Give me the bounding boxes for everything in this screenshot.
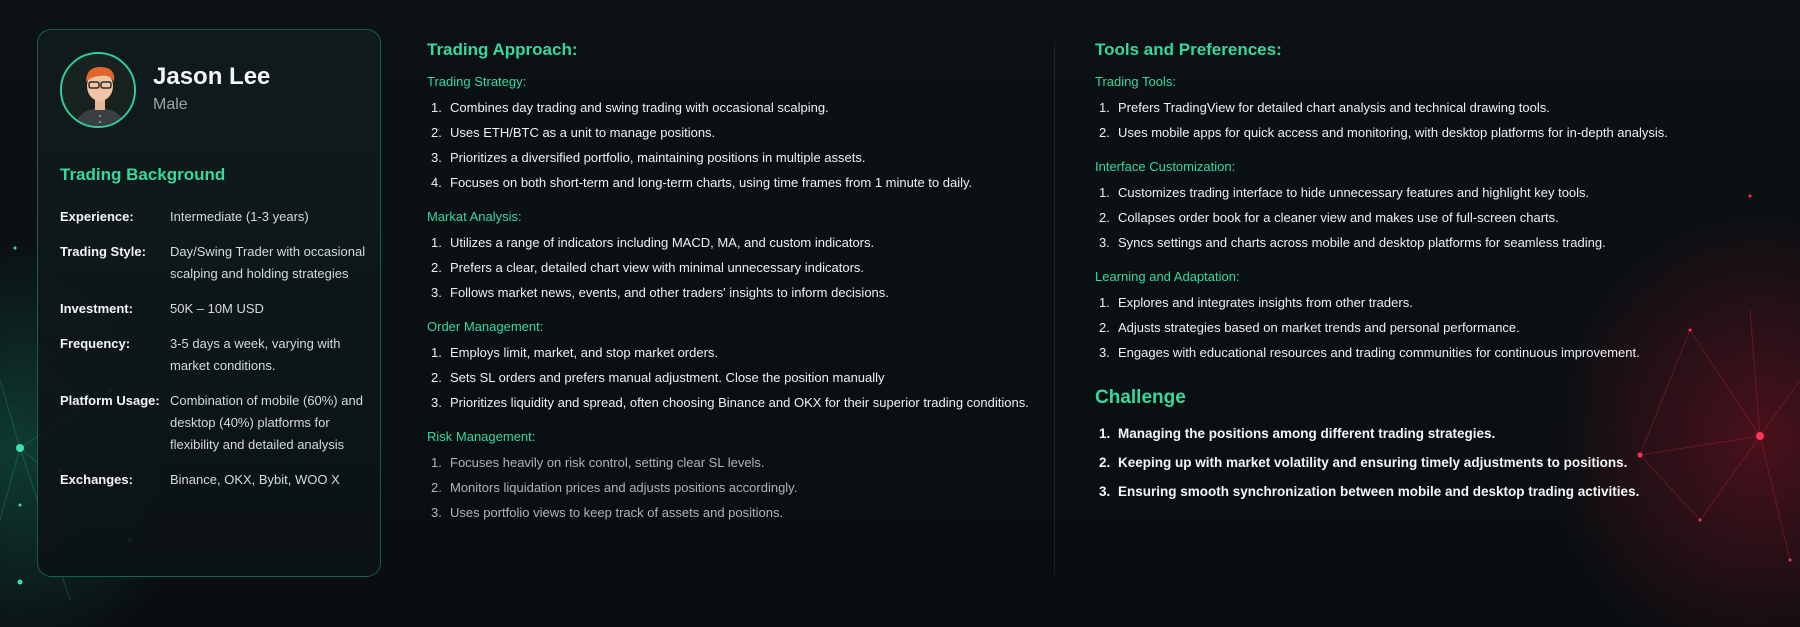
list-text: Prioritizes a diversified portfolio, maintaining positions in multiple assets. [450,150,866,165]
list-text: Focuses heavily on risk control, setting clear SL levels. [450,455,765,470]
detail-value: 50K – 10M USD [170,301,264,316]
list-text: Explores and integrates insights from other traders. [1118,295,1413,310]
list-text: Collapses order book for a cleaner view and makes use of full-screen charts. [1118,210,1559,225]
list-item [1095,95,1775,120]
trading-strategy-title: Trading Strategy: [427,74,527,89]
list-item [427,280,1047,305]
learning-adaptation-list [1095,290,1775,365]
list-item [1095,448,1775,477]
list-text: Focuses on both short-term and long-term charts, using time frames from 1 minute to daily. [450,175,973,190]
trading-background-title: Trading Background [60,165,226,184]
list-item [427,145,1047,170]
list-number: 2. [1099,455,1111,470]
list-number: 1. [1099,100,1110,115]
list-text: Uses mobile apps for quick access and monitoring, with desktop platforms for in-depth analysis. [1118,125,1668,140]
profile-card [37,29,381,577]
profile-gender: Male [153,96,188,113]
detail-value: Binance, OKX, Bybit, WOO X [170,472,340,487]
profile-details [60,206,370,504]
avatar [60,52,136,128]
list-item [427,170,1047,195]
list-number: 2. [431,125,442,140]
list-text: Prefers TradingView for detailed chart analysis and technical drawing tools. [1118,100,1550,115]
list-item [1095,419,1775,448]
list-number: 2. [1099,125,1110,140]
list-item [427,230,1047,255]
detail-label: Platform Usage: [60,393,160,408]
risk-management-list [427,450,1047,525]
person-avatar-icon [62,54,136,128]
list-item [427,255,1047,280]
list-number: 3. [431,150,442,165]
detail-trading-style [60,241,370,285]
order-management-title: Order Management: [427,319,544,334]
list-number: 3. [1099,235,1110,250]
list-item [1095,120,1775,145]
list-item [1095,180,1775,205]
list-item [1095,340,1775,365]
list-number: 1. [1099,426,1111,441]
list-number: 2. [431,480,442,495]
list-text: Combines day trading and swing trading with occasional scalping. [450,100,829,115]
trading-approach-column [427,40,1047,539]
column-divider [1054,42,1055,575]
list-item [1095,230,1775,255]
list-text: Monitors liquidation prices and adjusts positions accordingly. [450,480,798,495]
list-text: Keeping up with market volatility and ensuring timely adjustments to positions. [1118,455,1628,470]
challenge-title: Challenge [1095,387,1186,408]
list-number: 1. [1099,295,1110,310]
list-item [427,475,1047,500]
list-text: Employs limit, market, and stop market orders. [450,345,719,360]
list-number: 2. [431,260,442,275]
list-item [1095,477,1775,506]
list-text: Ensuring smooth synchronization between mobile and desktop trading activities. [1118,484,1640,499]
market-analysis-list [427,230,1047,305]
detail-investment [60,298,370,320]
list-number: 2. [1099,210,1110,225]
profile-name: Jason Lee [153,63,271,90]
trading-tools-title: Trading Tools: [1095,74,1176,89]
detail-platform-usage [60,390,370,456]
detail-label: Frequency: [60,336,131,351]
trading-strategy-list [427,95,1047,195]
challenge-list [1095,419,1775,506]
list-item [427,500,1047,525]
list-number: 3. [1099,345,1110,360]
list-text: Adjusts strategies based on market trends and personal performance. [1118,320,1520,335]
detail-label: Experience: [60,209,134,224]
list-item [427,340,1047,365]
detail-label: Exchanges: [60,472,133,487]
tools-title: Tools and Preferences: [1095,40,1282,59]
list-number: 4. [431,175,442,190]
detail-experience [60,206,370,228]
detail-exchanges [60,469,370,491]
list-item [1095,290,1775,315]
list-item [427,450,1047,475]
detail-value: 3-5 days a week, varying with market conditions. [170,336,341,373]
list-number: 3. [1099,484,1111,499]
list-text: Managing the positions among different trading strategies. [1118,426,1496,441]
list-text: Utilizes a range of indicators including MACD, MA, and custom indicators. [450,235,875,250]
interface-customization-list [1095,180,1775,255]
list-item [427,390,1047,415]
order-management-list [427,340,1047,415]
list-item [427,365,1047,390]
detail-value: Day/Swing Trader with occasional scalping and holding strategies [170,244,366,281]
learning-adaptation-title: Learning and Adaptation: [1095,269,1240,284]
list-number: 3. [431,505,442,520]
detail-frequency [60,333,370,377]
list-number: 3. [431,285,442,300]
detail-value: Combination of mobile (60%) and desktop (40%) platforms for flexibility and detailed analysis [170,393,363,452]
list-number: 1. [431,100,442,115]
list-number: 1. [431,235,442,250]
detail-label: Investment: [60,301,133,316]
risk-management-title: Risk Management: [427,429,536,444]
list-text: Prioritizes liquidity and spread, often choosing Binance and OKX for their superior trading conditions. [450,395,1029,410]
list-item [427,120,1047,145]
list-text: Engages with educational resources and trading communities for continuous improvement. [1118,345,1640,360]
list-number: 1. [1099,185,1110,200]
detail-label: Trading Style: [60,244,146,259]
list-text: Uses ETH/BTC as a unit to manage positions. [450,125,716,140]
list-number: 3. [431,395,442,410]
trading-approach-title: Trading Approach: [427,40,578,59]
list-number: 1. [431,345,442,360]
list-item [427,95,1047,120]
list-text: Syncs settings and charts across mobile and desktop platforms for seamless trading. [1118,235,1606,250]
list-item [1095,205,1775,230]
trading-tools-list [1095,95,1775,145]
list-item [1095,315,1775,340]
interface-customization-title: Interface Customization: [1095,159,1236,174]
list-number: 2. [1099,320,1110,335]
market-analysis-title: Markat Analysis: [427,209,522,224]
list-text: Customizes trading interface to hide unnecessary features and highlight key tools. [1118,185,1590,200]
list-text: Sets SL orders and prefers manual adjustment. Close the position manually [450,370,885,385]
list-number: 2. [431,370,442,385]
list-text: Follows market news, events, and other traders' insights to inform decisions. [450,285,889,300]
detail-value: Intermediate (1-3 years) [170,209,309,224]
list-text: Uses portfolio views to keep track of assets and positions. [450,505,784,520]
list-number: 1. [431,455,442,470]
list-text: Prefers a clear, detailed chart view with minimal unnecessary indicators. [450,260,865,275]
tools-column [1095,40,1775,520]
